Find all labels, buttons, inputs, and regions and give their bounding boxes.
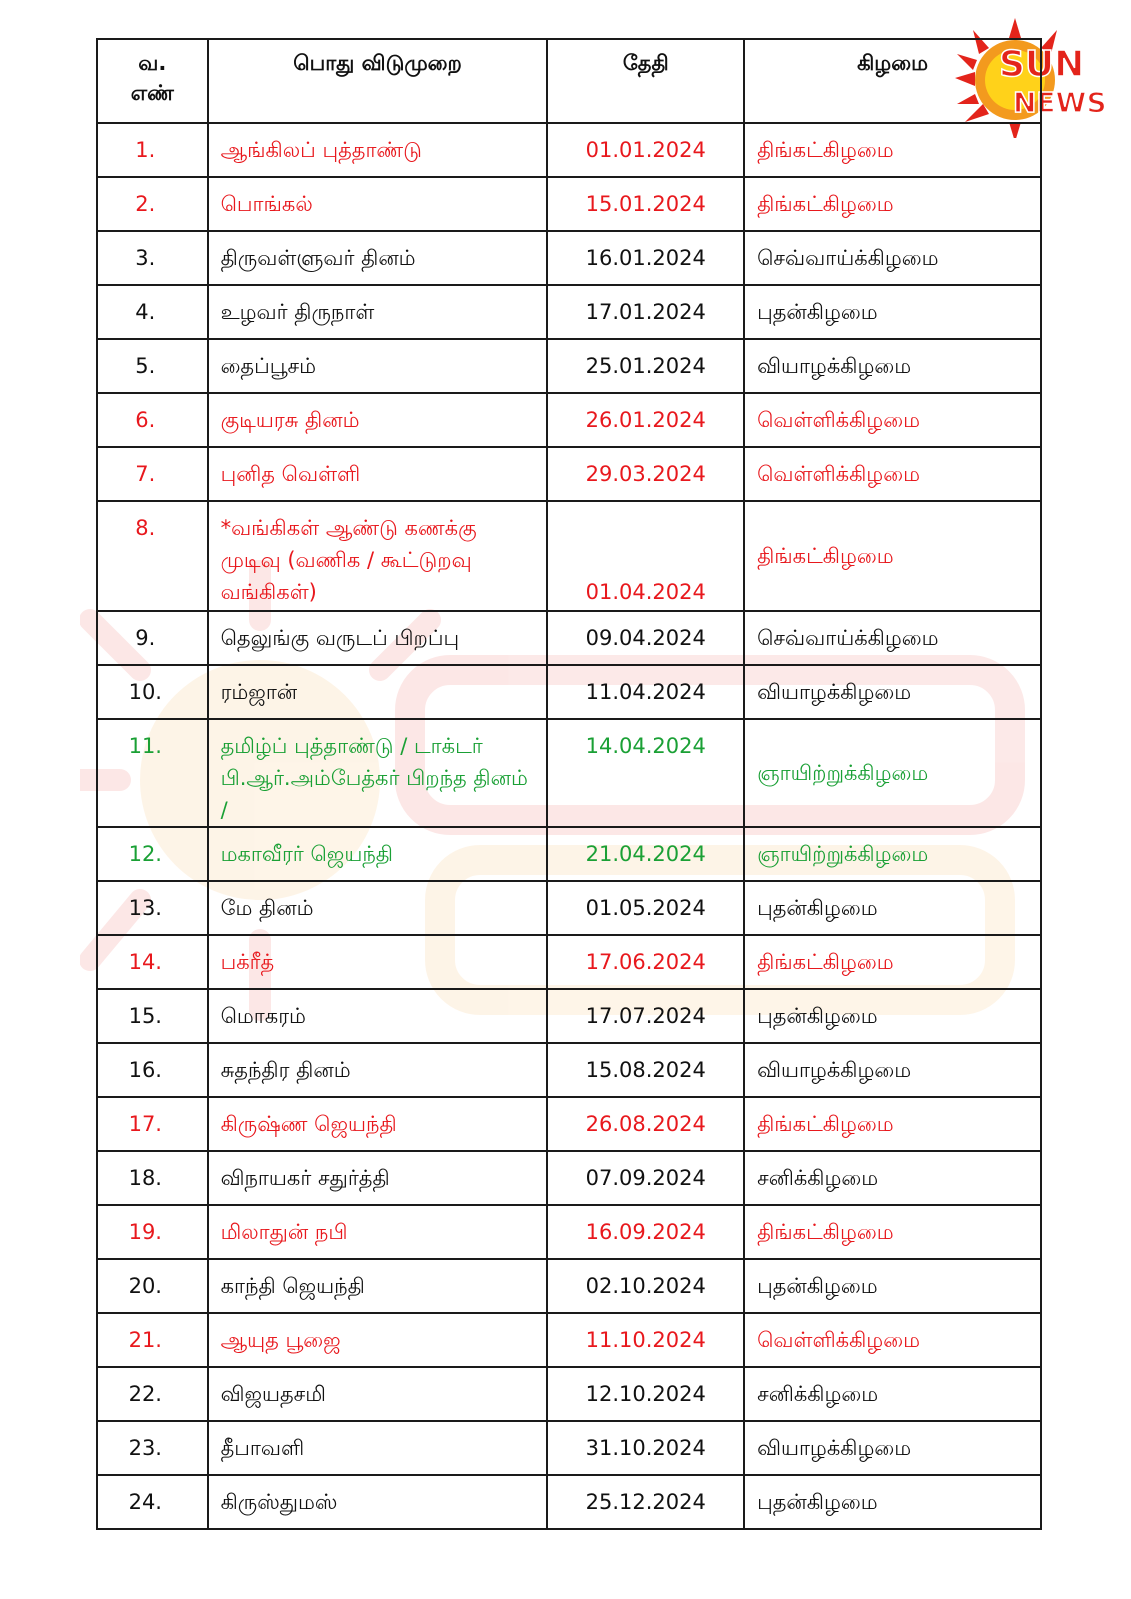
holiday-date-cell: 15.01.2024 — [547, 177, 744, 231]
holiday-date-cell: 17.07.2024 — [547, 989, 744, 1043]
table-row — [97, 1475, 1041, 1529]
table-row — [97, 989, 1041, 1043]
table-row — [97, 665, 1041, 719]
table-row — [97, 1151, 1041, 1205]
header-serial: வ. எண் — [97, 39, 208, 123]
table-row — [97, 611, 1041, 665]
serial-number-cell: 7. — [97, 447, 208, 501]
table-row — [97, 393, 1041, 447]
table-row — [97, 1043, 1041, 1097]
holiday-day-cell: திங்கட்கிழமை — [744, 501, 1041, 611]
serial-number-cell: 8. — [97, 501, 208, 611]
holiday-date-cell: 29.03.2024 — [547, 447, 744, 501]
holiday-date-cell: 02.10.2024 — [547, 1259, 744, 1313]
serial-number-cell: 14. — [97, 935, 208, 989]
table-row — [97, 501, 1041, 611]
serial-number-cell: 6. — [97, 393, 208, 447]
holiday-date-cell: 17.06.2024 — [547, 935, 744, 989]
table-row — [97, 827, 1041, 881]
holiday-name-cell: விஜயதசமி — [208, 1367, 548, 1421]
holiday-day-cell: வெள்ளிக்கிழமை — [744, 393, 1041, 447]
serial-number-cell: 16. — [97, 1043, 208, 1097]
holiday-day-cell: செவ்வாய்க்கிழமை — [744, 231, 1041, 285]
serial-number-cell: 1. — [97, 123, 208, 177]
holiday-date-cell: 15.08.2024 — [547, 1043, 744, 1097]
holiday-date-cell: 11.04.2024 — [547, 665, 744, 719]
table-row — [97, 935, 1041, 989]
table-row — [97, 231, 1041, 285]
holiday-day-cell: சனிக்கிழமை — [744, 1151, 1041, 1205]
holiday-name-cell: மகாவீரர் ஜெயந்தி — [208, 827, 548, 881]
holiday-day-cell: திங்கட்கிழமை — [744, 123, 1041, 177]
table-row — [97, 447, 1041, 501]
holiday-date-cell: 16.09.2024 — [547, 1205, 744, 1259]
holiday-date-cell: 16.01.2024 — [547, 231, 744, 285]
holiday-day-cell: வியாழக்கிழமை — [744, 1043, 1041, 1097]
serial-number-cell: 19. — [97, 1205, 208, 1259]
holiday-name-cell: மே தினம் — [208, 881, 548, 935]
table-row — [97, 1259, 1041, 1313]
holiday-name-cell: புனித வெள்ளி — [208, 447, 548, 501]
serial-number-cell: 24. — [97, 1475, 208, 1529]
holiday-day-cell: புதன்கிழமை — [744, 285, 1041, 339]
table-row — [97, 123, 1041, 177]
holiday-day-cell: புதன்கிழமை — [744, 989, 1041, 1043]
holiday-name-cell: திருவள்ளுவர் தினம் — [208, 231, 548, 285]
holiday-name-cell: பக்ரீத் — [208, 935, 548, 989]
holiday-date-cell: 01.05.2024 — [547, 881, 744, 935]
holiday-date-cell: 07.09.2024 — [547, 1151, 744, 1205]
holiday-date-cell: 25.12.2024 — [547, 1475, 744, 1529]
holiday-table — [96, 38, 1042, 1530]
holiday-date-cell: 31.10.2024 — [547, 1421, 744, 1475]
header-holiday: பொது விடுமுறை — [208, 39, 548, 123]
holiday-name-cell: மிலாதுன் நபி — [208, 1205, 548, 1259]
holiday-day-cell: வியாழக்கிழமை — [744, 665, 1041, 719]
table-row — [97, 339, 1041, 393]
holiday-date-cell: 25.01.2024 — [547, 339, 744, 393]
header-day: கிழமை — [744, 39, 1041, 123]
holiday-day-cell: ஞாயிற்றுக்கிழமை — [744, 827, 1041, 881]
holiday-day-cell: திங்கட்கிழமை — [744, 935, 1041, 989]
holiday-day-cell: வியாழக்கிழமை — [744, 339, 1041, 393]
holiday-name-cell: தமிழ்ப் புத்தாண்டு / டாக்டர் பி.ஆர்.அம்பேத்கர் பிறந்த தினம் / — [208, 719, 548, 827]
table-row — [97, 881, 1041, 935]
table-row — [97, 1421, 1041, 1475]
holiday-name-cell: ஆங்கிலப் புத்தாண்டு — [208, 123, 548, 177]
holiday-name-cell: காந்தி ஜெயந்தி — [208, 1259, 548, 1313]
serial-number-cell: 2. — [97, 177, 208, 231]
holiday-name-cell: ஆயுத பூஜை — [208, 1313, 548, 1367]
serial-number-cell: 23. — [97, 1421, 208, 1475]
holiday-day-cell: புதன்கிழமை — [744, 881, 1041, 935]
holiday-name-cell: பொங்கல் — [208, 177, 548, 231]
holiday-date-cell: 01.04.2024 — [547, 501, 744, 611]
holiday-day-cell: வியாழக்கிழமை — [744, 1421, 1041, 1475]
serial-number-cell: 22. — [97, 1367, 208, 1421]
holiday-date-cell: 21.04.2024 — [547, 827, 744, 881]
table-row — [97, 719, 1041, 827]
holiday-name-cell: *வங்கிகள் ஆண்டு கணக்கு முடிவு (வணிக / கூட்டுறவு வங்கிகள்) — [208, 501, 548, 611]
holiday-name-cell: தீபாவளி — [208, 1421, 548, 1475]
serial-number-cell: 15. — [97, 989, 208, 1043]
holiday-name-cell: கிருஸ்துமஸ் — [208, 1475, 548, 1529]
holiday-date-cell: 11.10.2024 — [547, 1313, 744, 1367]
holiday-day-cell: ஞாயிற்றுக்கிழமை — [744, 719, 1041, 827]
serial-number-cell: 3. — [97, 231, 208, 285]
holiday-day-cell: புதன்கிழமை — [744, 1475, 1041, 1529]
holiday-name-cell: தைப்பூசம் — [208, 339, 548, 393]
holiday-name-cell: விநாயகர் சதுர்த்தி — [208, 1151, 548, 1205]
holiday-day-cell: திங்கட்கிழமை — [744, 1097, 1041, 1151]
serial-number-cell: 9. — [97, 611, 208, 665]
serial-number-cell: 21. — [97, 1313, 208, 1367]
serial-number-cell: 20. — [97, 1259, 208, 1313]
holiday-day-cell: வெள்ளிக்கிழமை — [744, 1313, 1041, 1367]
holiday-day-cell: செவ்வாய்க்கிழமை — [744, 611, 1041, 665]
table-row — [97, 1205, 1041, 1259]
serial-number-cell: 18. — [97, 1151, 208, 1205]
holiday-name-cell: உழவர் திருநாள் — [208, 285, 548, 339]
serial-number-cell: 4. — [97, 285, 208, 339]
table-row — [97, 1367, 1041, 1421]
serial-number-cell: 11. — [97, 719, 208, 827]
holiday-date-cell: 26.08.2024 — [547, 1097, 744, 1151]
holiday-day-cell: வெள்ளிக்கிழமை — [744, 447, 1041, 501]
logo-sun-text: SUN — [999, 44, 1085, 85]
header-row — [97, 39, 1041, 123]
table-row — [97, 1097, 1041, 1151]
table-row — [97, 285, 1041, 339]
holiday-name-cell: கிருஷ்ண ஜெயந்தி — [208, 1097, 548, 1151]
serial-number-cell: 10. — [97, 665, 208, 719]
header-date: தேதி — [547, 39, 744, 123]
holiday-date-cell: 01.01.2024 — [547, 123, 744, 177]
holiday-day-cell: சனிக்கிழமை — [744, 1367, 1041, 1421]
serial-number-cell: 5. — [97, 339, 208, 393]
holiday-name-cell: ரம்ஜான் — [208, 665, 548, 719]
table-row — [97, 177, 1041, 231]
serial-number-cell: 12. — [97, 827, 208, 881]
holiday-date-cell: 17.01.2024 — [547, 285, 744, 339]
holiday-name-cell: சுதந்திர தினம் — [208, 1043, 548, 1097]
table-row — [97, 1313, 1041, 1367]
holiday-day-cell: புதன்கிழமை — [744, 1259, 1041, 1313]
holiday-date-cell: 09.04.2024 — [547, 611, 744, 665]
serial-number-cell: 13. — [97, 881, 208, 935]
logo-news-text: NEWS — [1013, 86, 1107, 119]
holiday-date-cell: 26.01.2024 — [547, 393, 744, 447]
holiday-name-cell: குடியரசு தினம் — [208, 393, 548, 447]
holiday-table-body — [97, 123, 1041, 1529]
holiday-date-cell: 14.04.2024 — [547, 719, 744, 827]
holiday-name-cell: மொகரம் — [208, 989, 548, 1043]
holiday-day-cell: திங்கட்கிழமை — [744, 1205, 1041, 1259]
holiday-date-cell: 12.10.2024 — [547, 1367, 744, 1421]
serial-number-cell: 17. — [97, 1097, 208, 1151]
holiday-day-cell: திங்கட்கிழமை — [744, 177, 1041, 231]
holiday-name-cell: தெலுங்கு வருடப் பிறப்பு — [208, 611, 548, 665]
